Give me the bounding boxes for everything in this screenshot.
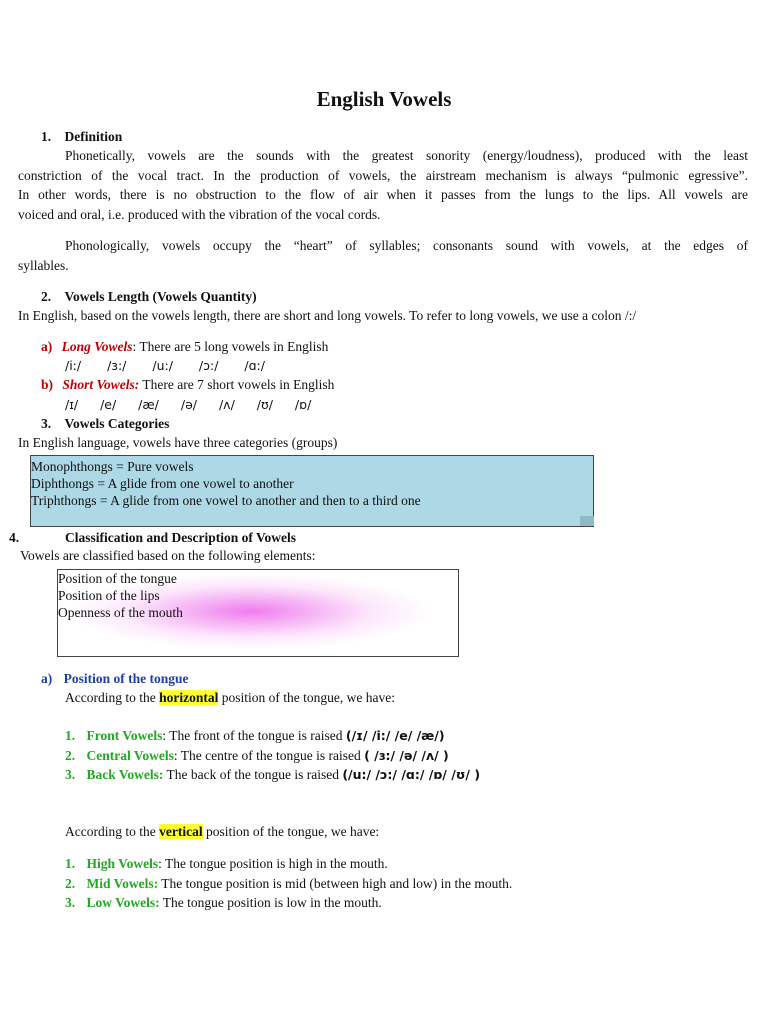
tongue-position-heading (41, 670, 189, 688)
central-vowels-text: The centre of the tongue is raised (177, 748, 365, 763)
mid-vowels-item (65, 875, 512, 893)
category-triphthongs: Triphthongs = A glide from one vowel to another and then to a third one (31, 493, 421, 508)
section1-p1-line2: constriction of the vocal tract. In the production of vowels, the airstream mechanism is always “pulmonic egressive”. (18, 167, 748, 183)
section4-intro: Vowels are classified based on the following elements: (20, 548, 316, 563)
short-symbol: /ʊ/ (256, 397, 273, 412)
category-monophthongs: Monophthongs = Pure vowels (31, 459, 194, 474)
front-vowels-number: 1. (65, 728, 76, 743)
section2-intro: In English, based on the vowels length, there are short and long vowels. To refer to long vowels, we use a colon /:/ (18, 308, 637, 323)
category-diphthongs: Diphthongs = A glide from one vowel to another (31, 476, 294, 491)
classification-elements-box (57, 569, 459, 657)
vertical-intro-pre: According to the (65, 824, 160, 839)
short-symbol: /ɪ/ (65, 397, 79, 412)
back-vowels-term: Back Vowels: (86, 767, 164, 782)
short-symbol: /e/ (100, 397, 117, 412)
low-vowels-text: The tongue position is low in the mouth. (159, 895, 382, 910)
high-vowels-term: High Vowels (86, 856, 159, 871)
horizontal-highlight: horizontal (159, 690, 219, 705)
long-vowels-label: a) (41, 339, 53, 354)
short-vowels-term: Short Vowels: (62, 377, 140, 392)
long-symbol: /ɜ:/ (107, 358, 127, 373)
back-vowels-text: The back of the tongue is raised (163, 767, 343, 782)
short-vowels-symbols (65, 396, 329, 414)
central-vowels-number: 2. (65, 748, 76, 763)
section2-number: 2. (41, 289, 52, 304)
section2-heading (41, 288, 257, 306)
long-symbol: /i:/ (65, 358, 82, 373)
section1-p1-line1: Phonetically, vowels are the sounds with the greatest sonority (energy/loudness), produced with the least (65, 148, 748, 163)
section3-heading (41, 415, 169, 433)
central-vowels-term: Central Vowels (86, 748, 174, 763)
front-vowels-text: The front of the tongue is raised (166, 728, 346, 743)
vertical-intro (65, 823, 379, 841)
high-vowels-number: 1. (65, 856, 76, 871)
mid-vowels-text: The tongue position is mid (between high and low) in the mouth. (158, 876, 513, 891)
section1-title: Definition (64, 129, 123, 144)
back-vowels-item (65, 766, 480, 784)
low-vowels-term: Low Vowels: (86, 895, 160, 910)
section4-heading (9, 529, 297, 547)
horizontal-intro (65, 689, 395, 707)
section3-intro: In English language, vowels have three categories (groups) (18, 435, 338, 450)
back-vowels-symbols: (/u:/ /ɔ:/ /ɑ:/ /ɒ/ /ʊ/ ) (342, 767, 481, 782)
back-vowels-number: 3. (65, 767, 76, 782)
long-symbol: /ɑ:/ (244, 358, 265, 373)
high-vowels-sep: : (158, 856, 162, 871)
front-vowels-item (65, 727, 445, 745)
vertical-highlight: vertical (159, 824, 203, 839)
long-symbol: /u:/ (152, 358, 173, 373)
section4-title: Classification and Description of Vowels (65, 530, 297, 545)
front-vowels-sep: : (162, 728, 167, 743)
vowel-categories-box (30, 455, 594, 527)
section1-p1-line4: voiced and oral, i.e. produced with the vibration of the vocal cords. (18, 206, 381, 222)
short-symbol: /ə/ (180, 397, 197, 412)
long-symbol: /ɔ:/ (198, 358, 219, 373)
horizontal-intro-post: position of the tongue, we have: (218, 690, 395, 705)
element-tongue-position: Position of the tongue (58, 571, 177, 586)
central-vowels-symbols: ( /ɜ:/ /ə/ /ʌ/ ) (364, 748, 449, 763)
section3-number: 3. (41, 416, 52, 431)
short-symbol: /ʌ/ (218, 397, 235, 412)
element-mouth-openness: Openness of the mouth (58, 605, 183, 620)
mid-vowels-number: 2. (65, 876, 76, 891)
long-vowels-term: Long Vowels (61, 339, 133, 354)
high-vowels-item (65, 855, 388, 873)
section1-heading (41, 128, 122, 146)
page-title: English Vowels (316, 87, 452, 111)
box-corner-fold (580, 516, 594, 526)
front-vowels-symbols: (/ɪ/ /i:/ /e/ /æ/) (345, 728, 445, 743)
short-vowels-label: b) (41, 377, 54, 392)
short-symbol: /ɒ/ (294, 397, 312, 412)
section1-p2-line2: syllables. (18, 257, 69, 273)
section1-p1-line3: In other words, there is no obstruction to the flow of air when it passes from the lungs to the lips. All vowels are (18, 187, 748, 202)
section3-title: Vowels Categories (64, 416, 170, 431)
section2-title: Vowels Length (Vowels Quantity) (64, 289, 257, 304)
section4-number: 4. (9, 530, 20, 545)
short-vowels-text: There are 7 short vowels in English (139, 377, 335, 392)
section1-p2-line1: Phonologically, vowels occupy the “heart” of syllables; consonants sound with vowels, at the edges of (65, 238, 748, 253)
front-vowels-term: Front Vowels (86, 728, 163, 743)
low-vowels-number: 3. (65, 895, 76, 910)
section1-number: 1. (41, 129, 52, 144)
vertical-intro-post: position of the tongue, we have: (202, 824, 380, 839)
high-vowels-text: The tongue position is high in the mouth. (161, 856, 388, 871)
tongue-position-title: Position of the tongue (63, 671, 189, 686)
tongue-position-label: a) (41, 671, 53, 686)
long-vowels-symbols (65, 357, 287, 375)
long-vowels-item (41, 338, 328, 356)
element-lips-position: Position of the lips (58, 588, 160, 603)
mid-vowels-term: Mid Vowels: (86, 876, 159, 891)
central-vowels-item (65, 747, 449, 765)
central-vowels-sep: : (173, 748, 178, 763)
low-vowels-item (65, 894, 382, 912)
short-symbol: /æ/ (138, 397, 159, 412)
long-vowels-text: : There are 5 long vowels in English (132, 339, 329, 354)
short-vowels-item (41, 376, 334, 394)
horizontal-intro-pre: According to the (65, 690, 160, 705)
